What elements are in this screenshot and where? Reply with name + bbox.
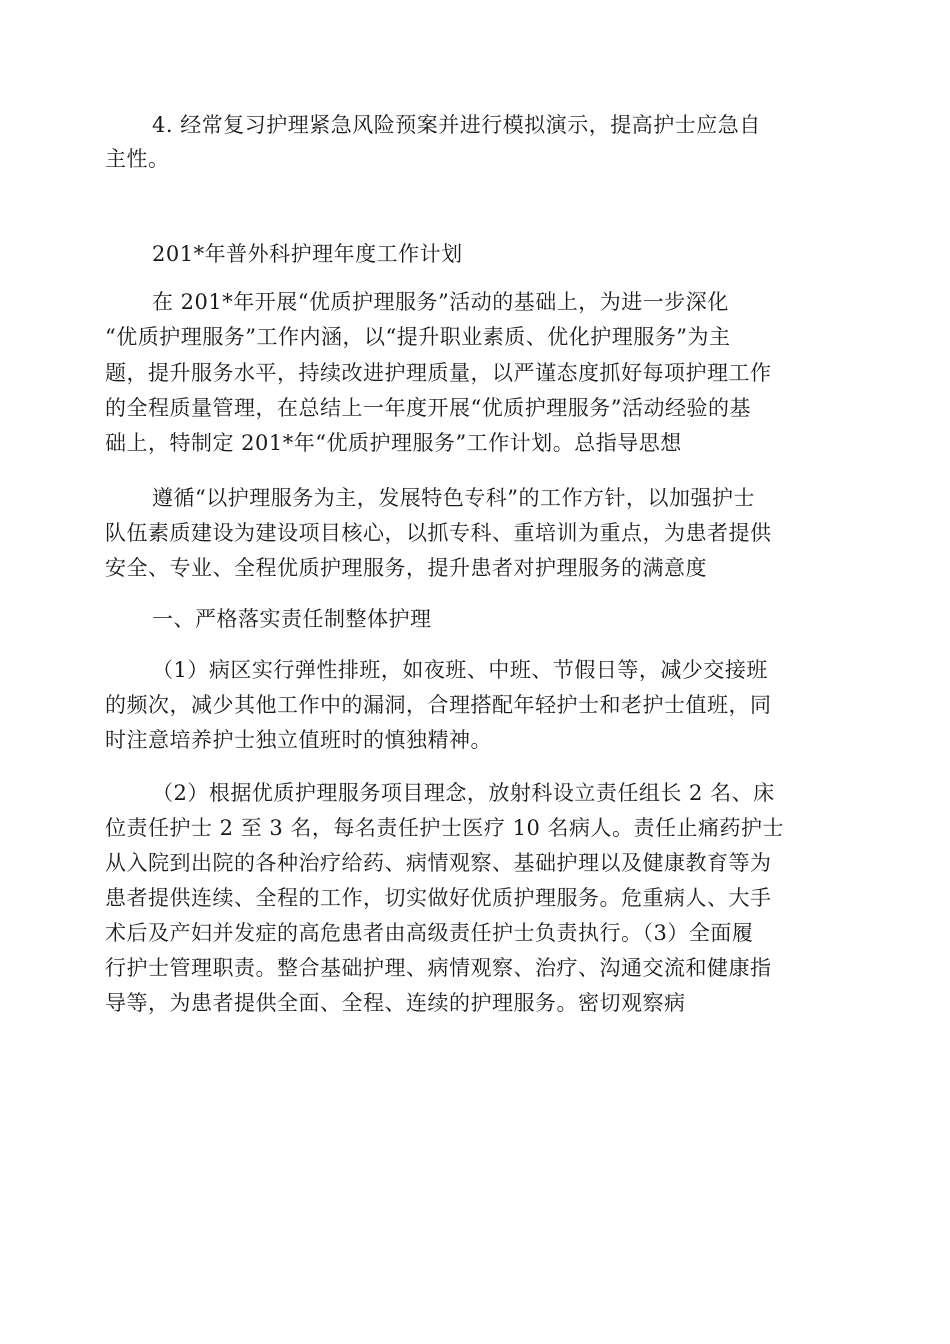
intro-line-1: 在 201*年开展“优质护理服务”活动的基础上，为进一步深化 (152, 290, 729, 314)
intro-line-4: 的全程质量管理，在总结上一年度开展“优质护理服务”活动经验的基 (105, 396, 751, 420)
point2-line-7: 导等，为患者提供全面、全程、连续的护理服务。密切观察病 (105, 991, 686, 1015)
intro-line-3: 题，提升服务水平，持续改进护理质量，以严谨态度抓好每项护理工作 (105, 361, 772, 385)
guideline-line-1: 遵循“以护理服务为主，发展特色专科”的工作方针，以加强护士 (152, 486, 755, 510)
guideline-line-2: 队伍素质建设为建设项目核心，以抓专科、重培训为重点，为患者提供 (105, 521, 772, 545)
intro-line-5: 础上，特制定 201*年“优质护理服务”工作计划。总指导思想 (105, 431, 682, 455)
point2-line-1: （2）根据优质护理服务项目理念，放射科设立责任组长 2 名、床 (152, 781, 775, 805)
guideline-line-3: 安全、专业、全程优质护理服务，提升患者对护理服务的满意度 (105, 556, 707, 580)
item4-line-1: 4. 经常复习护理紧急风险预案并进行模拟演示，提高护士应急自 (152, 113, 761, 137)
document-title: 201*年普外科护理年度工作计划 (152, 242, 463, 266)
point2-line-2: 位责任护士 2 至 3 名，每名责任护士医疗 10 名病人。责任止痛药护士 (105, 816, 784, 840)
point2-line-4: 患者提供连续、全程的工作，切实做好优质护理服务。危重病人、大手 (105, 886, 772, 910)
section1-heading: 一、严格落实责任制整体护理 (152, 607, 432, 631)
intro-line-2: “优质护理服务”工作内涵，以“提升职业素质、优化护理服务”为主 (105, 325, 731, 349)
point2-line-6: 行护士管理职责。整合基础护理、病情观察、治疗、沟通交流和健康指 (105, 956, 772, 980)
point1-line-2: 的频次，减少其他工作中的漏洞，合理搭配年轻护士和老护士值班，同 (105, 693, 772, 717)
item4-line-2: 主性。 (105, 147, 170, 171)
point1-line-1: （1）病区实行弹性排班，如夜班、中班、节假日等，减少交接班 (152, 658, 768, 682)
point2-line-5: 术后及产妇并发症的高危患者由高级责任护士负责执行。（3）全面履 (105, 921, 754, 945)
point2-line-3: 从入院到出院的各种治疗给药、病情观察、基础护理以及健康教育等为 (105, 851, 772, 875)
point1-line-3: 时注意培养护士独立值班时的慎独精神。 (105, 728, 492, 752)
